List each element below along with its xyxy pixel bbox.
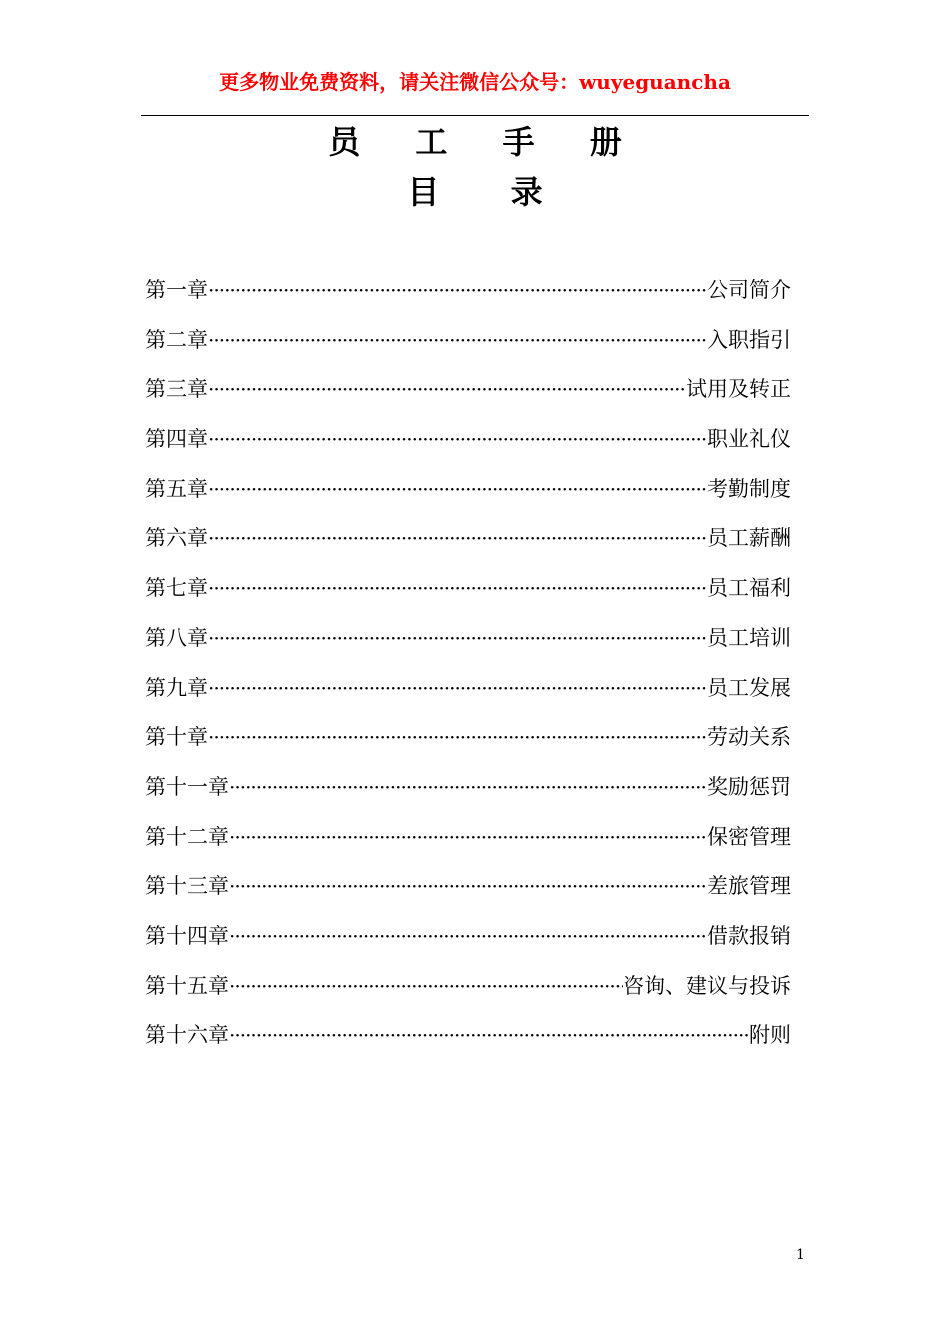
toc-entry[interactable]	[145, 518, 791, 568]
toc-dot-leader	[208, 270, 707, 310]
toc-dot-leader	[208, 469, 707, 509]
toc-dot-leader	[229, 1015, 749, 1055]
toc-dot-leader	[229, 767, 707, 807]
toc-dot-leader	[229, 817, 707, 857]
toc-section-title: 职业礼仪	[707, 427, 791, 452]
toc-entry[interactable]	[145, 817, 791, 867]
toc-entry[interactable]	[145, 369, 791, 419]
toc-entry[interactable]	[145, 966, 791, 1016]
toc-chapter-label: 第三章	[145, 377, 208, 402]
toc-chapter-label: 第十一章	[145, 774, 229, 799]
toc-dot-leader	[208, 568, 707, 608]
toc-entry[interactable]	[145, 916, 791, 966]
header-banner: 更多物业免费资料，请关注微信公众号：wuyeguancha	[219, 70, 731, 94]
toc-entry[interactable]	[145, 1015, 791, 1065]
page-number: 1	[796, 1247, 805, 1263]
toc-entry[interactable]	[145, 320, 791, 370]
toc-section-title: 员工发展	[707, 675, 791, 700]
toc-section-title: 奖励惩罚	[707, 774, 791, 799]
toc-dot-leader	[208, 717, 707, 757]
toc-chapter-label: 第十三章	[145, 874, 229, 899]
toc-section-title: 公司简介	[707, 278, 791, 302]
document-title: 员 工 手 册	[328, 123, 644, 161]
toc-dot-leader	[229, 966, 623, 1006]
toc-entry[interactable]	[145, 717, 791, 767]
toc-dot-leader	[208, 419, 707, 459]
toc-entry[interactable]	[145, 618, 791, 668]
toc-chapter-label: 第五章	[145, 476, 208, 501]
toc-section-title: 考勤制度	[707, 476, 791, 501]
toc-chapter-label: 第十四章	[145, 923, 229, 948]
toc-section-title: 劳动关系	[707, 725, 791, 750]
toc-dot-leader	[208, 518, 707, 558]
toc-section-title: 借款报销	[707, 923, 791, 948]
toc-chapter-label: 第九章	[145, 675, 208, 700]
toc-entry[interactable]	[145, 568, 791, 618]
toc-entry[interactable]	[145, 668, 791, 718]
toc-chapter-label: 第六章	[145, 526, 208, 551]
toc-entry[interactable]	[145, 419, 791, 469]
toc-chapter-label: 第二章	[145, 327, 208, 352]
toc-section-title: 入职指引	[707, 327, 791, 352]
toc-section-title: 员工培训	[707, 625, 791, 650]
toc-dot-leader	[208, 618, 707, 658]
toc-dot-leader	[208, 668, 707, 708]
toc-entry[interactable]	[145, 767, 791, 817]
toc-entry[interactable]	[145, 469, 791, 519]
toc-entry[interactable]	[145, 866, 791, 916]
toc-chapter-label: 第十六章	[145, 1023, 229, 1048]
toc-dot-leader	[208, 369, 686, 409]
toc-section-title: 差旅管理	[707, 874, 791, 899]
toc-section-title: 保密管理	[707, 824, 791, 849]
toc-section-title: 附则	[749, 1023, 791, 1048]
toc-chapter-label: 第十五章	[145, 973, 229, 998]
toc-dot-leader	[229, 866, 707, 906]
toc-chapter-label: 第八章	[145, 625, 208, 650]
toc-section-title: 咨询、建议与投诉	[623, 973, 791, 998]
toc-section-title: 试用及转正	[686, 377, 791, 402]
toc-chapter-label: 第十二章	[145, 824, 229, 849]
toc-chapter-label: 第一章	[145, 278, 208, 302]
toc-entry[interactable]	[145, 270, 791, 320]
toc-chapter-label: 第四章	[145, 427, 208, 452]
toc-chapter-label: 第七章	[145, 576, 208, 601]
toc-heading: 目 录	[407, 173, 573, 211]
toc-dot-leader	[208, 320, 707, 360]
table-of-contents	[145, 270, 791, 1065]
toc-section-title: 员工福利	[707, 576, 791, 601]
toc-dot-leader	[229, 916, 707, 956]
toc-section-title: 员工薪酬	[707, 526, 791, 551]
header-divider	[141, 115, 809, 116]
toc-chapter-label: 第十章	[145, 725, 208, 750]
